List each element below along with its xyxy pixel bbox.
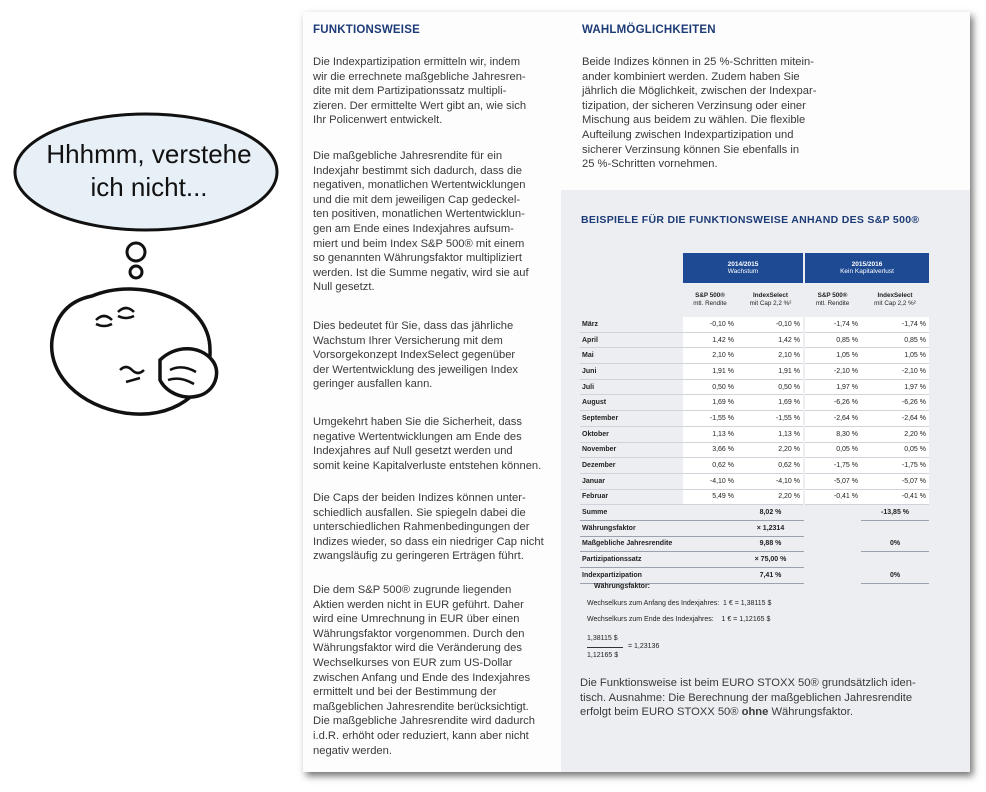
- left-paragraph-4: Umgekehrt haben Sie die Sicherheit, dass negative Wertentwicklungen am Ende des Indexjahres auf Null gesetzt werden und somit keine Kapitalverluste entstehen können.: [313, 416, 542, 472]
- summary-row: [580, 552, 929, 568]
- value-cell: 1,42 %: [683, 332, 737, 348]
- value-cell: 0,62 %: [683, 458, 737, 474]
- value-cell: -2,10 %: [804, 364, 861, 380]
- value-cell: -1,74 %: [861, 317, 929, 332]
- value-cell: 1,69 %: [737, 395, 804, 411]
- table-row: [580, 317, 929, 332]
- left-paragraph-6: Die dem S&P 500® zugrunde liegenden Aktien werden nicht in EUR geführt. Daher wird eine Umrechnung in EUR über einen Währungsfaktor vorgenommen. Durch den Währungsfaktor wird die Veränderung des Wechselkurses von EUR zum US-Dollar zwischen Anfang und Ende des Indexjahres ermittelt und bei der Bestimmung der maßgeblichen Jahresrendite berücksichtigt. Die maßgebliche Jahresrendite wird dadurch i.d.R. erhöht oder reduziert, kann aber nicht negativ werden.: [313, 584, 535, 757]
- value-cell: 2,10 %: [683, 348, 737, 364]
- value-cell: -4,10 %: [737, 473, 804, 489]
- value-cell: -0,41 %: [804, 489, 861, 505]
- table-row: [580, 489, 929, 505]
- example-table: [580, 253, 929, 584]
- value-cell: 2,20 %: [737, 489, 804, 505]
- month-cell: Januar: [580, 473, 683, 489]
- value-cell: 2,20 %: [737, 442, 804, 458]
- month-cell: August: [580, 395, 683, 411]
- thinking-face: [52, 289, 217, 414]
- month-cell: Mai: [580, 348, 683, 364]
- table-row: [580, 332, 929, 348]
- value-cell: -1,75 %: [804, 458, 861, 474]
- fx-result: = 1,23136: [628, 643, 660, 650]
- fx-line-1: Wechselkurs zum Anfang des Indexjahres: 1 € = 1,38115 $: [587, 600, 772, 607]
- value-cell: 1,69 %: [683, 395, 737, 411]
- summary-label: Summe: [580, 505, 737, 521]
- value-cell: 1,91 %: [683, 364, 737, 380]
- value-cell: -6,26 %: [804, 395, 861, 411]
- table-row: [580, 348, 929, 364]
- value-cell: 1,91 %: [737, 364, 804, 380]
- fx-heading: Währungsfaktor:: [594, 583, 650, 590]
- value-cell: 0,50 %: [683, 379, 737, 395]
- value-cell: 0,85 %: [861, 332, 929, 348]
- month-cell: Februar: [580, 489, 683, 505]
- value-cell: -4,10 %: [683, 473, 737, 489]
- summary-value-2: -13,85 %: [861, 505, 929, 521]
- right-paragraph: Beide Indizes können in 25 %-Schritten mitein- ander kombiniert werden. Zudem haben Sie jährlich die Möglichkeit, zwischen der Indexpar- tizipation, der sicheren Verzinsung oder einer Mischung aus beidem zu wählen. Die flexible Aufteilung zwischen Indexpartizipation und sicherer Verzinsung können Sie ebenfalls in 25 %-Schritten vornehmen.: [582, 56, 817, 171]
- value-cell: 0,85 %: [804, 332, 861, 348]
- bottom-note: Die Funktionsweise ist beim EURO STOXX 50® grundsätzlich iden- tisch. Ausnahme: Die Berechnung der maßgeblichen Jahresrendite erfolgt beim EURO STOXX 50® ohne Währungsfaktor.: [580, 677, 916, 719]
- value-cell: 2,20 %: [861, 426, 929, 442]
- left-paragraph-1: Die Indexpartizipation ermitteln wir, indem wir die errechnete maßgebliche Jahresren- dite mit dem Partizipationssatz multipli- zieren. Der ermittelte Wert gibt an, wie sich Ihr Policenwert entwickelt.: [313, 56, 527, 127]
- value-cell: -0,41 %: [861, 489, 929, 505]
- summary-row: [580, 536, 929, 552]
- col-sp-header: S&P 500® mtl. Rendite: [693, 292, 727, 307]
- summary-gap: [804, 505, 861, 521]
- left-paragraph-3: Dies bedeutet für Sie, dass das jährliche Wachstum Ihrer Versicherung mit dem Vorsorgekonzept IndexSelect gegenüber der Wertentwicklung des jeweiligen Index geringer ausfallen kann.: [313, 320, 519, 391]
- summary-gap: [804, 552, 861, 568]
- month-cell: Juli: [580, 379, 683, 395]
- value-cell: 1,13 %: [683, 426, 737, 442]
- value-cell: -2,64 %: [804, 411, 861, 427]
- value-cell: 0,50 %: [737, 379, 804, 395]
- month-cell: Oktober: [580, 426, 683, 442]
- value-cell: 1,05 %: [861, 348, 929, 364]
- month-cell: September: [580, 411, 683, 427]
- value-cell: -0,10 %: [683, 317, 737, 332]
- summary-value-2: [861, 520, 929, 536]
- value-cell: -0,10 %: [737, 317, 804, 332]
- value-cell: 0,62 %: [737, 458, 804, 474]
- summary-value-2: [861, 552, 929, 568]
- left-paragraph-2: Die maßgebliche Jahresrendite für ein Indexjahr bestimmt sich dadurch, dass die negativen, monatlichen Wertentwicklungen und die mit dem jeweiligen Cap gedeckel- ten positiven, monatlichen Wertentwicklun- gen am Ende eines Indexjahres aufsum- miert und beim Index S&P 500® mit einem so genannten Währungsfaktor multipliziert werden. Ist die Summe negativ, wird sie auf Null gesetzt.: [313, 150, 529, 294]
- summary-gap: [804, 536, 861, 552]
- value-cell: 1,05 %: [804, 348, 861, 364]
- col-sp-header-2: S&P 500® mtl. Rendite: [815, 292, 850, 307]
- value-cell: -1,74 %: [804, 317, 861, 332]
- value-cell: 2,10 %: [737, 348, 804, 364]
- bubble-line-2: ich nicht...: [90, 172, 208, 202]
- value-cell: 0,05 %: [861, 442, 929, 458]
- table-row: [580, 411, 929, 427]
- period-2-header: 2015/2016 Kein Kapitalverlust: [804, 253, 929, 283]
- summary-value-1: 7,41 %: [737, 568, 804, 584]
- thought-dot-large: [127, 243, 145, 261]
- summary-row: [580, 568, 929, 584]
- value-cell: 5,49 %: [683, 489, 737, 505]
- month-cell: Dezember: [580, 458, 683, 474]
- fx-fraction-line: [587, 647, 623, 648]
- value-cell: -5,07 %: [804, 473, 861, 489]
- value-cell: 1,97 %: [804, 379, 861, 395]
- table-row: [580, 442, 929, 458]
- table-row: [580, 458, 929, 474]
- month-cell: April: [580, 332, 683, 348]
- value-cell: 1,42 %: [737, 332, 804, 348]
- table-row: [580, 426, 929, 442]
- left-paragraph-5: Die Caps der beiden Indizes können unter- schiedlich ausfallen. Sie spiegeln dabei die unterschiedlichen Rahmenbedingungen der Indizes wieder, so dass ein niedriger Cap nicht zwangsläufig zu geringeren Erträgen führt.: [313, 492, 544, 563]
- value-cell: -2,64 %: [861, 411, 929, 427]
- summary-value-2: 0%: [861, 536, 929, 552]
- table-row: [580, 364, 929, 380]
- value-cell: -5,07 %: [861, 473, 929, 489]
- value-cell: -1,55 %: [737, 411, 804, 427]
- summary-row: [580, 505, 929, 521]
- month-cell: März: [580, 317, 683, 332]
- summary-value-1: × 75,00 %: [737, 552, 804, 568]
- fx-denominator: 1,12165 $: [587, 652, 619, 659]
- value-cell: 3,66 %: [683, 442, 737, 458]
- value-cell: 1,13 %: [737, 426, 804, 442]
- value-cell: -1,55 %: [683, 411, 737, 427]
- table-row: [580, 395, 929, 411]
- value-cell: 8,30 %: [804, 426, 861, 442]
- fx-numerator: 1,38115 $: [587, 635, 618, 642]
- summary-value-1: × 1,2314: [737, 520, 804, 536]
- bubble-text: [14, 138, 284, 204]
- summary-value-1: 9,88 %: [737, 536, 804, 552]
- summary-label: Maßgebliche Jahresrendite: [580, 536, 737, 552]
- summary-label: Partizipationssatz: [580, 552, 737, 568]
- right-heading: WAHLMÖGLICHKEITEN: [582, 24, 716, 36]
- scanned-document: [303, 12, 970, 772]
- value-cell: 1,97 %: [861, 379, 929, 395]
- fx-line-2: Wechselkurs zum Ende des Indexjahres: 1 € = 1,12165 $: [587, 616, 771, 623]
- summary-value-2: 0%: [861, 568, 929, 584]
- value-cell: 0,05 %: [804, 442, 861, 458]
- summary-row: [580, 520, 929, 536]
- thinking-cartoon: [0, 0, 300, 440]
- left-heading: FUNKTIONSWEISE: [313, 24, 420, 36]
- value-cell: -2,10 %: [861, 364, 929, 380]
- summary-label: Währungsfaktor: [580, 520, 737, 536]
- summary-value-1: 8,02 %: [737, 505, 804, 521]
- thought-dot-small: [130, 266, 142, 278]
- example-title: BEISPIELE FÜR DIE FUNKTIONSWEISE ANHAND DES S&P 500®: [581, 214, 920, 226]
- month-cell: Juni: [580, 364, 683, 380]
- hand: [160, 349, 217, 397]
- table-row: [580, 473, 929, 489]
- month-cell: November: [580, 442, 683, 458]
- summary-gap: [804, 520, 861, 536]
- summary-gap: [804, 568, 861, 584]
- table-row: [580, 379, 929, 395]
- value-cell: -6,26 %: [861, 395, 929, 411]
- col-is-header-2: IndexSelect mit Cap 2,2 %²: [874, 292, 916, 307]
- bubble-line-1: Hhhmm, verstehe: [46, 139, 252, 169]
- summary-label: Indexpartizipation: [580, 568, 737, 584]
- col-is-header: IndexSelect mit Cap 2,2 %²: [749, 292, 792, 307]
- value-cell: -1,75 %: [861, 458, 929, 474]
- period-1-header: 2014/2015 Wachstum: [683, 253, 804, 283]
